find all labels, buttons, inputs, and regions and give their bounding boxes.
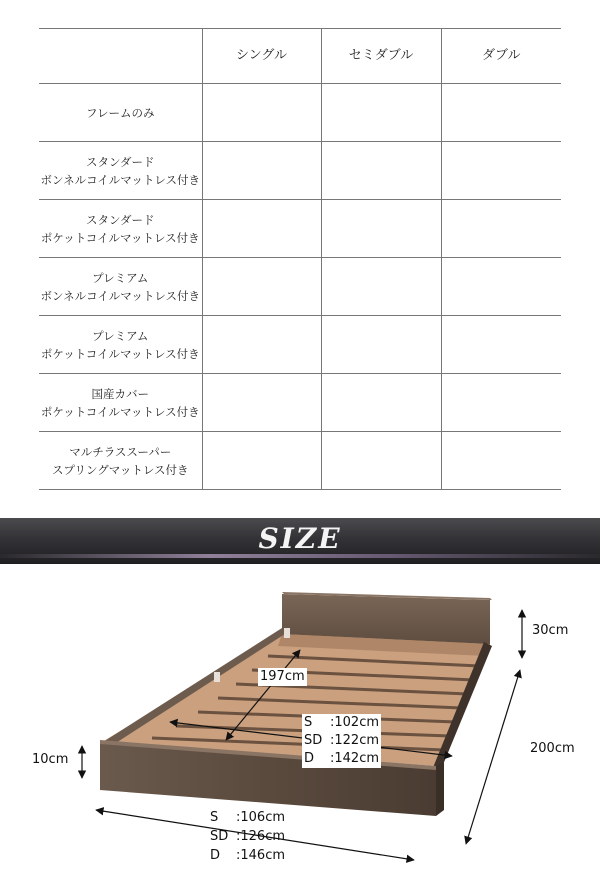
table-row: [39, 374, 561, 432]
table-cell: [441, 200, 561, 258]
table-cell: [202, 142, 321, 200]
table-row: [39, 258, 561, 316]
row-label-premium-pocket: [39, 316, 202, 374]
row-label-standard-pocket: [39, 200, 202, 258]
row-label-line2: スプリングマットレス付き: [51, 462, 189, 477]
row-label-domestic-cover-pocket: [39, 374, 202, 432]
table-cell: [441, 374, 561, 432]
row-label-line1: スタンダード: [85, 212, 155, 227]
length-label: 200cm: [530, 741, 575, 756]
table-cell: [321, 200, 441, 258]
table-cell: [202, 374, 321, 432]
row-label-line1: マルチラススーパー: [69, 444, 172, 459]
header-double: ダブル: [441, 29, 561, 84]
inner-width-row: D :142cm: [304, 751, 380, 766]
rail-bracket: [284, 628, 290, 638]
row-label-line1: プレミアム: [92, 328, 149, 343]
row-label-line2: ボンネルコイルマットレス付き: [40, 288, 200, 303]
table-cell: [202, 258, 321, 316]
row-label-line2: ボンネルコイルマットレス付き: [40, 172, 200, 187]
table-cell: [321, 84, 441, 142]
length-arrow: [466, 670, 520, 844]
bed-size-diagram: [0, 566, 600, 883]
table-cell: [441, 142, 561, 200]
variant-size-table: [39, 28, 561, 490]
table-row: [39, 432, 561, 490]
row-label-line1: スタンダード: [85, 154, 155, 169]
front-rail-end: [436, 762, 444, 816]
row-label-line2: ポケットコイルマットレス付き: [40, 404, 200, 419]
table-cell: [321, 316, 441, 374]
row-label-line2: ポケットコイルマットレス付き: [40, 346, 200, 361]
row-label-line1: 国産カバー: [91, 386, 149, 401]
table-row: [39, 316, 561, 374]
row-label-premium-bonnell: [39, 258, 202, 316]
inner-width-row: S :102cm: [304, 715, 380, 730]
header-semi-double: セミダブル: [321, 29, 441, 84]
table-cell: [321, 142, 441, 200]
row-label-line1: フレームのみ: [85, 105, 155, 120]
table-row: [39, 84, 561, 142]
rail-bracket: [214, 672, 220, 682]
frame-height-label: 10cm: [32, 752, 69, 767]
table-cell: [202, 432, 321, 490]
headboard-height-label: 30cm: [532, 623, 569, 638]
row-label-frame-only: [39, 84, 202, 142]
row-label-line1: プレミアム: [92, 270, 149, 285]
table-cell: [441, 432, 561, 490]
outer-width-row: D :146cm: [210, 848, 286, 863]
row-label-line2: ポケットコイルマットレス付き: [40, 230, 200, 245]
inner-width-labels: [302, 714, 381, 768]
table-header-row: [39, 29, 561, 84]
row-label-multi-lath-super-spring: [39, 432, 202, 490]
table-row: [39, 200, 561, 258]
header-single: シングル: [202, 29, 321, 84]
table-cell: [202, 316, 321, 374]
table-cell: [441, 258, 561, 316]
table-cell: [441, 84, 561, 142]
bed-frame-illustration: [0, 566, 600, 883]
row-label-standard-bonnell: [39, 142, 202, 200]
inner-length-label: 197cm: [260, 669, 305, 684]
table-row: [39, 142, 561, 200]
table-cell: [441, 316, 561, 374]
outer-width-row: SD :126cm: [210, 829, 286, 844]
table-cell: [321, 432, 441, 490]
table-cell: [202, 84, 321, 142]
inner-width-row: SD :122cm: [304, 733, 380, 748]
size-section-banner: [0, 518, 600, 564]
table-cell: [321, 258, 441, 316]
outer-width-labels: [210, 808, 285, 865]
table-cell: [202, 200, 321, 258]
table-cell: [321, 374, 441, 432]
header-empty-cell: [39, 29, 202, 84]
size-section-title: SIZE: [258, 522, 342, 555]
outer-width-row: S :106cm: [210, 810, 286, 825]
